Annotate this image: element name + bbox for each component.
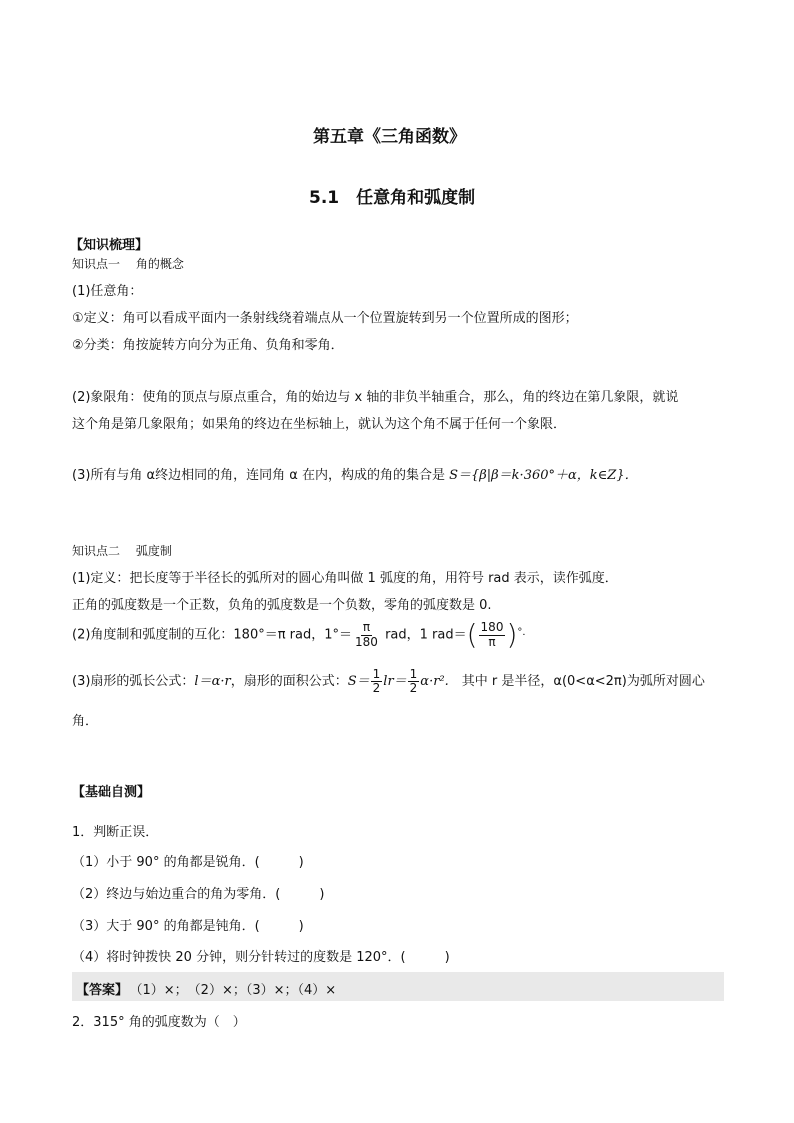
- fraction-numerator: π: [362, 620, 371, 635]
- kp1-line-3: ②分类：角按旋转方向分为正角、负角和零角．: [72, 338, 344, 353]
- conversion-text-c: °．: [517, 627, 533, 638]
- kp2-title: 知识点二 弧度制: [72, 544, 172, 558]
- q1-item-3: （3）大于 90° 的角都是钝角．( ): [72, 919, 304, 934]
- set-formula: S＝{β|β＝k·360°＋α，k∈Z}．: [449, 468, 638, 483]
- area-lr: lr＝: [383, 674, 407, 690]
- q1-item-2: （2）终边与始边重合的角为零角．( ): [72, 887, 325, 902]
- radius-note: 其中 r 是半径，α(0<α<2π)为弧所对圆心: [448, 674, 705, 690]
- fraction-one-half: [408, 668, 420, 695]
- area-ar: α·r².: [420, 674, 449, 690]
- q1-item-4: （4）将时钟拨快 20 分钟，则分针转过的度数是 120°．( ): [72, 950, 450, 965]
- kp2-line-3: [72, 618, 533, 651]
- kp1-line-4: (2)象限角：使角的顶点与原点重合，角的始边与 x 轴的非负半轴重合，那么，角的终边在第几象限，就说: [72, 390, 679, 405]
- fraction-numerator: 1: [409, 667, 418, 681]
- answer-line: [76, 979, 336, 998]
- right-paren: ): [506, 618, 518, 651]
- arc-length-formula: l＝α·r: [194, 674, 231, 690]
- kp2-line-2: 正角的弧度数是一个正数，负角的弧度数是一个负数，零角的弧度数是 0.: [72, 598, 492, 613]
- answer-label: 【答案】: [76, 983, 129, 998]
- fraction-numerator: 1: [372, 667, 381, 681]
- kp2-line-4: [72, 668, 705, 695]
- kp1-line-1: (1)任意角：: [72, 284, 143, 299]
- area-S: S＝: [347, 674, 370, 690]
- conversion-text-a: (2)角度制和弧度制的互化：180°＝π rad，1°＝: [72, 627, 353, 643]
- q1-item-1: （1）小于 90° 的角都是锐角．( ): [72, 855, 304, 870]
- arc-length-label: (3)扇形的弧长公式：: [72, 674, 195, 690]
- fraction-180-pi: [479, 621, 506, 648]
- kp1-line-6: [72, 464, 638, 483]
- fraction-denominator: π: [488, 634, 496, 649]
- kp1-title: 知识点一 角的概念: [72, 257, 184, 271]
- selftest-header: 【基础自测】: [72, 785, 151, 800]
- fraction-numerator: 180: [480, 620, 504, 635]
- kp1-line-5: 这个角是第几象限角；如果角的终边在坐标轴上，就认为这个角不属于任何一个象限．: [72, 417, 567, 432]
- kp2-line-5: 角．: [72, 714, 99, 729]
- q1-stem: 1．判断正误．: [72, 825, 159, 840]
- fraction-denominator: 2: [372, 681, 381, 696]
- knowledge-header: 【知识梳理】: [70, 238, 149, 253]
- area-label: ，扇形的面积公式：: [230, 674, 348, 690]
- conversion-text-b: rad，1 rad＝: [380, 627, 467, 643]
- fraction-denominator: 2: [409, 681, 418, 696]
- kp1-line-6-text: (3)所有与角 α终边相同的角，连同角 α 在内，构成的角的集合是: [72, 468, 450, 483]
- left-paren: (: [466, 618, 478, 651]
- answer-text: （1）×； （2）×；（3）×；（4）×: [136, 983, 337, 998]
- kp1-line-2: ①定义：角可以看成平面内一条射线绕着端点从一个位置旋转到另一个位置所成的图形；: [72, 311, 578, 326]
- q2-stem: 2．315° 角的弧度数为（ ）: [72, 1015, 246, 1030]
- kp2-line-1: (1)定义：把长度等于半径长的弧所对的圆心角叫做 1 弧度的角，用符号 rad 表示，读作弧度．: [72, 571, 618, 586]
- fraction-denominator: 180: [355, 634, 378, 649]
- section-title: 5.1 任意角和弧度制: [309, 188, 476, 208]
- chapter-title: 第五章《三角函数》: [313, 127, 466, 147]
- fraction-one-half: [371, 668, 383, 695]
- fraction-pi-180: [353, 621, 380, 648]
